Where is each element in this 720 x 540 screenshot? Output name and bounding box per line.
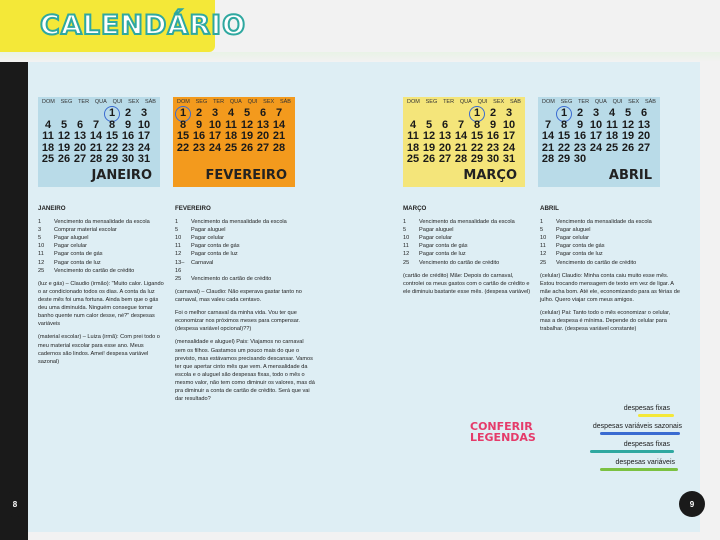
calendar-day: 13	[438, 130, 452, 142]
calendar-day: 2	[576, 107, 584, 119]
legend-logo-line1: CONFERIR	[470, 420, 533, 433]
schedule-text: Pagar celular	[54, 243, 87, 250]
calendar-day: 22	[105, 141, 119, 154]
weekday-label: DOM	[542, 99, 555, 105]
calendar-day: 25	[41, 153, 55, 165]
schedule-day: 5	[175, 227, 179, 234]
calendar-day: 21	[89, 141, 103, 154]
schedule-text: Pagar celular	[419, 235, 452, 242]
schedule-row	[38, 226, 166, 234]
weekday-label: DOM	[177, 99, 190, 105]
calendar-day: 12	[422, 130, 436, 142]
schedule-text: Pagar conta de gás	[419, 243, 468, 250]
calendar-day: 16	[486, 130, 500, 142]
schedule-day: 11	[540, 243, 546, 250]
calendar-day: 23	[192, 141, 206, 154]
schedule-row	[403, 226, 531, 234]
schedule-row	[175, 218, 315, 226]
weekday-label: SÁB	[509, 99, 521, 105]
calendar-day: 3	[140, 107, 148, 119]
note-paragraph: (celular) Pai: Tanto todo o mês economizar o celular, mas a despesa é mínima. Depende do celular para trabalhar. (despesa variável constante)	[540, 310, 671, 333]
calendar-day: 6	[441, 118, 449, 131]
day-grid	[173, 107, 295, 167]
calendar-day: 27	[438, 153, 452, 165]
calendar-day: 28	[541, 153, 555, 165]
calendar-day: 18	[406, 141, 420, 154]
notes-march	[403, 205, 531, 296]
schedule-day: 5	[540, 227, 544, 234]
day-grid	[538, 107, 660, 167]
note-paragraph: (celular) Claudio: Minha conta caiu muito esse mês. Estou trocando mensagem de texto em vez de ligar. A mãe acha bom. Até ele, economizando para as férias de julho. Quero viajar com meus amigos.	[540, 272, 680, 303]
calendar-day: 1	[473, 107, 481, 119]
schedule-row	[38, 242, 166, 250]
calendar-day: 15	[557, 130, 571, 142]
calendar-day: 30	[573, 153, 587, 165]
left-page-edge	[0, 62, 28, 540]
calendar-day: 27	[637, 141, 651, 154]
page-title: CALENDÁRIO	[40, 10, 247, 41]
calendar-day: 25	[224, 141, 238, 154]
schedule-text: Pagar celular	[191, 235, 224, 242]
schedule-day: 1	[38, 218, 42, 225]
day-grid	[38, 107, 160, 167]
calendar-day: 4	[227, 107, 235, 119]
weekday-label: TER	[78, 99, 90, 105]
schedule-text: Vencimento do cartão de crédito	[419, 259, 500, 266]
calendar-day: 21	[541, 141, 555, 154]
calendar-day: 7	[544, 118, 552, 131]
calendar-day: 26	[422, 153, 436, 165]
schedule-text: Pagar conta de luz	[54, 259, 101, 266]
schedule-day: 1	[540, 218, 544, 225]
weekday-label: TER	[443, 99, 455, 105]
weekday-label: DOM	[42, 99, 55, 105]
weekday-label: SÁB	[144, 99, 156, 105]
calendar-day: 11	[407, 130, 419, 142]
header-strip	[0, 52, 720, 62]
page-number-right: 9	[679, 491, 705, 517]
calendar-day: 25	[406, 153, 420, 165]
calendar-day: 12	[57, 130, 71, 142]
calendar-day: 9	[124, 118, 132, 131]
weekday-label: SÁB	[279, 99, 291, 105]
calendar-day: 25	[605, 141, 619, 154]
calendar-day: 7	[92, 118, 100, 131]
calendar-day: 5	[624, 107, 632, 119]
schedule-text: Pagar aluguel	[191, 227, 226, 234]
calendar-day: 19	[240, 130, 254, 142]
calendar-day: 17	[208, 130, 222, 142]
schedule-day: 10	[540, 235, 547, 242]
calendar-day: 5	[243, 107, 251, 119]
calendar-day: 5	[425, 118, 433, 131]
schedule-day: 12	[403, 251, 410, 258]
calendar-day: 16	[192, 130, 206, 142]
calendar-day: 28	[454, 153, 468, 165]
schedule-day: 1	[403, 218, 407, 225]
weekday-label: QUI	[112, 99, 123, 105]
calendar-day: 1	[560, 107, 568, 119]
note-paragraph: (cartão de crédito) Mãe: Depois do carnaval, controlei os meus gastos com o cartão de crédito e ele diminuiu bastante esse mês. (despesa variável)	[403, 272, 531, 295]
calendar-day: 23	[121, 141, 135, 154]
notes-month-title: MARÇO	[403, 205, 427, 212]
calendar-day: 22	[470, 141, 484, 154]
calendar-day: 24	[137, 141, 151, 154]
calendar-day: 27	[73, 153, 87, 165]
schedule-text: Pagar celular	[556, 235, 589, 242]
legend-swatch	[600, 468, 678, 471]
calendar-day: 26	[621, 141, 635, 154]
schedule-day: 13–16	[175, 259, 185, 274]
calendar-day: 7	[275, 107, 283, 119]
schedule-row	[38, 234, 166, 242]
schedule-day: 10	[175, 235, 182, 242]
title-banner	[0, 0, 247, 52]
calendar-day: 23	[486, 141, 500, 154]
schedule-row	[403, 218, 531, 226]
weekday-label: SEX	[128, 99, 140, 105]
calendar-day: 23	[573, 141, 587, 154]
calendar-day: 14	[272, 118, 286, 131]
schedule-day: 5	[403, 227, 407, 234]
schedule-row	[540, 242, 680, 250]
calendar-day: 10	[208, 118, 222, 131]
notes-april	[540, 205, 680, 333]
calendar-day: 14	[454, 130, 468, 142]
weekday-label: SEG	[195, 99, 208, 105]
calendar-march	[403, 97, 525, 187]
calendar-day: 12	[621, 118, 635, 131]
calendar-day: 13	[637, 118, 651, 131]
calendar-january	[38, 97, 160, 187]
calendar-day: 10	[137, 118, 151, 131]
calendar-day: 19	[57, 141, 71, 154]
schedule-row	[38, 267, 166, 275]
schedule-text: Pagar aluguel	[54, 235, 89, 242]
calendar-day: 20	[73, 141, 87, 154]
calendar-month-name: MARÇO	[463, 168, 517, 183]
calendar-day: 21	[454, 141, 468, 154]
calendar-day: 9	[576, 118, 584, 131]
schedule-text: Pagar aluguel	[419, 227, 454, 234]
calendar-day: 17	[502, 130, 516, 142]
calendar-day: 9	[489, 118, 497, 131]
calendar-day: 14	[89, 130, 103, 142]
weekday-label: SEG	[425, 99, 438, 105]
calendar-day: 15	[176, 130, 190, 142]
schedule-day: 5	[38, 235, 42, 242]
calendar-day: 2	[195, 107, 203, 119]
schedule-day: 12	[175, 251, 182, 258]
schedule-text: Vencimento da mensalidade da escola	[54, 218, 150, 225]
calendar-day: 26	[240, 141, 254, 154]
calendar-day: 1	[179, 107, 187, 119]
schedule-day: 12	[38, 259, 45, 266]
calendar-day: 4	[608, 107, 616, 119]
schedule-row	[175, 226, 315, 234]
notes-january	[38, 205, 166, 366]
weekday-label: TER	[578, 99, 590, 105]
calendar-day: 11	[606, 118, 618, 131]
schedule-row	[403, 259, 531, 267]
schedule-text: Vencimento do cartão de crédito	[191, 275, 272, 282]
legend-item: despesas variáveis sazonais	[592, 423, 682, 430]
calendar-day: 19	[621, 130, 635, 142]
weekday-label: SEG	[60, 99, 73, 105]
schedule-text: Vencimento da mensalidade da escola	[556, 218, 652, 225]
weekday-label: SEG	[560, 99, 573, 105]
calendar-day: 30	[486, 153, 500, 165]
calendar-day: 9	[195, 118, 203, 131]
calendar-day: 29	[557, 153, 571, 165]
calendar-day: 1	[108, 107, 116, 119]
calendar-month-name: FEVEREIRO	[205, 168, 287, 183]
schedule-text: Carnaval	[191, 259, 214, 266]
weekday-label: QUA	[94, 99, 107, 105]
calendar-day: 8	[179, 118, 187, 131]
schedule-day: 1	[175, 218, 179, 225]
calendar-day: 8	[108, 118, 116, 131]
calendar-day: 3	[592, 107, 600, 119]
schedule-text: Pagar conta de luz	[191, 251, 238, 258]
calendar-day: 2	[124, 107, 132, 119]
calendar-day: 20	[438, 141, 452, 154]
notes-month-title: ABRIL	[540, 205, 559, 212]
notes-month-title: FEVEREIRO	[175, 205, 211, 212]
schedule-row	[175, 250, 315, 258]
calendar-day: 26	[57, 153, 71, 165]
schedule-day: 11	[175, 243, 181, 250]
calendar-day: 11	[42, 130, 54, 142]
note-paragraph: (mensalidade e aluguel) Pais: Viajamos no carnaval sem os filhos. Gastamos um pouco mais do que o previsto, mas estávamos precisando descansar. Vamos ter que apertar cinto mês que vem. A mensalidade da escola e o aluguel são despesas fixas, todo o mês o mesmo valor, não tem como diminuir os valores, mas dá pra diminuir a conta de cartão de crédito. Será que vai dar resultado?	[175, 339, 315, 403]
calendar-day: 31	[137, 153, 151, 165]
schedule-row	[540, 259, 680, 267]
weekday-label: QUI	[477, 99, 488, 105]
weekday-label: TER	[213, 99, 225, 105]
weekday-label: DOM	[407, 99, 420, 105]
page-number-left: 8	[2, 491, 28, 517]
calendar-day: 16	[573, 130, 587, 142]
schedule-text: Vencimento da mensalidade da escola	[191, 218, 287, 225]
calendar-day: 27	[256, 141, 270, 154]
day-grid	[403, 107, 525, 167]
weekday-label: SÁB	[644, 99, 656, 105]
schedule-text: Pagar conta de gás	[191, 243, 240, 250]
legend-swatch	[600, 432, 680, 435]
calendar-day: 18	[41, 141, 55, 154]
schedule-text: Pagar aluguel	[556, 227, 591, 234]
calendar-day: 5	[60, 118, 68, 131]
schedule-text: Comprar material escolar	[54, 227, 117, 234]
calendar-day: 16	[121, 130, 135, 142]
schedule-text: Pagar conta de gás	[54, 251, 103, 258]
legend-item: despesas fixas	[623, 441, 670, 448]
calendar-day: 8	[473, 118, 481, 131]
calendar-day: 30	[121, 153, 135, 165]
calendar-day: 22	[176, 141, 190, 154]
schedule-row	[38, 259, 166, 267]
calendar-day: 6	[259, 107, 267, 119]
schedule-text: Vencimento do cartão de crédito	[54, 267, 135, 274]
calendar-april	[538, 97, 660, 187]
calendar-day: 28	[89, 153, 103, 165]
calendar-day: 19	[422, 141, 436, 154]
schedule-row	[175, 242, 315, 250]
note-paragraph: Foi o melhor carnaval da minha vida. Vou ter que economizar nos próximos meses para compensar. (despesa variável opcional)??)	[175, 310, 300, 333]
weekday-label: SEX	[263, 99, 275, 105]
schedule-row	[540, 234, 680, 242]
calendar-day: 22	[557, 141, 571, 154]
calendar-day: 20	[637, 130, 651, 142]
schedule-row	[38, 250, 166, 258]
calendar-day: 17	[137, 130, 151, 142]
calendar-day: 15	[470, 130, 484, 142]
calendar-month-name: JANEIRO	[91, 168, 152, 183]
schedule-row	[175, 275, 315, 283]
calendar-day: 11	[225, 118, 237, 131]
calendar-day: 3	[505, 107, 513, 119]
schedule-day: 11	[38, 251, 44, 258]
schedule-text: Pagar conta de gás	[556, 243, 605, 250]
weekday-header	[403, 97, 525, 107]
weekday-label: QUA	[459, 99, 472, 105]
calendar-day: 6	[76, 118, 84, 131]
calendar-day: 15	[105, 130, 119, 142]
schedule-text: Vencimento do cartão de crédito	[556, 259, 637, 266]
calendar-day: 21	[272, 130, 286, 142]
schedule-text: Pagar conta de luz	[556, 251, 603, 258]
schedule-row	[38, 218, 166, 226]
weekday-label: SEX	[493, 99, 505, 105]
weekday-label: QUA	[229, 99, 242, 105]
schedule-row	[540, 250, 680, 258]
schedule-row	[540, 226, 680, 234]
legend-swatch	[590, 450, 674, 453]
calendar-day: 3	[211, 107, 219, 119]
calendar-day: 28	[272, 141, 286, 154]
schedule-day: 10	[38, 243, 45, 250]
schedule-day: 3	[38, 227, 42, 234]
schedule-row	[175, 234, 315, 242]
schedule-day: 25	[175, 275, 182, 282]
calendar-day: 31	[502, 153, 516, 165]
calendar-day: 24	[502, 141, 516, 154]
weekday-header	[38, 97, 160, 107]
calendar-day: 8	[560, 118, 568, 131]
calendar-day: 4	[409, 118, 417, 131]
calendar-day: 18	[224, 130, 238, 142]
weekday-header	[538, 97, 660, 107]
legend-swatch	[638, 414, 674, 417]
schedule-row	[403, 234, 531, 242]
calendar-february	[173, 97, 295, 187]
calendar-day: 13	[256, 118, 270, 131]
weekday-label: SEX	[628, 99, 640, 105]
notes-february	[175, 205, 315, 403]
schedule-day: 10	[403, 235, 410, 242]
calendar-day: 10	[589, 118, 603, 131]
calendar-day: 6	[640, 107, 648, 119]
note-paragraph: (luz e gás) – Claudio (irmão): "Muito calor. Ligando o ar condicionado todos os dias. A conta da luz deste mês foi uma fortuna. Ainda bem que o gás deu uma diminuída. Ninguém consegue tomar banho quente num calor desse, né?" despesas variáveis	[38, 280, 164, 328]
schedule-day: 12	[540, 251, 547, 258]
calendar-day: 29	[105, 153, 119, 165]
legend-item: despesas variáveis	[615, 459, 675, 466]
legend-logo-line2: LEGENDAS	[470, 431, 536, 444]
calendar-day: 18	[605, 130, 619, 142]
calendar-day: 14	[541, 130, 555, 142]
calendar-day: 10	[502, 118, 516, 131]
calendar-day: 24	[589, 141, 603, 154]
schedule-day: 25	[38, 267, 45, 274]
schedule-day: 25	[540, 259, 547, 266]
weekday-label: QUI	[612, 99, 623, 105]
calendar-day: 4	[44, 118, 52, 131]
note-paragraph: (material escolar) – Luiza (irmã): Com prei todo o meu material escolar para esse ano. Meus cadernos são lindos. Amei! despesa variável sazonal)	[38, 334, 160, 365]
weekday-header	[173, 97, 295, 107]
schedule-text: Pagar conta de luz	[419, 251, 466, 258]
notes-month-title: JANEIRO	[38, 205, 66, 212]
calendar-day: 29	[470, 153, 484, 165]
calendar-day: 7	[457, 118, 465, 131]
calendar-day: 13	[73, 130, 87, 142]
weekday-label: QUI	[247, 99, 258, 105]
calendar-day: 12	[240, 118, 254, 131]
calendar-day: 17	[589, 130, 603, 142]
schedule-row	[175, 259, 315, 275]
schedule-day: 25	[403, 259, 410, 266]
note-paragraph: (carnaval) – Claudio: Não esperava gastar tanto no carnaval, mas valeu cada centavo.	[175, 288, 302, 303]
schedule-row	[540, 218, 680, 226]
schedule-day: 11	[403, 243, 409, 250]
schedule-row	[403, 242, 531, 250]
schedule-row	[403, 250, 531, 258]
calendar-month-name: ABRIL	[608, 168, 652, 183]
schedule-text: Vencimento da mensalidade da escola	[419, 218, 515, 225]
calendar-day: 2	[489, 107, 497, 119]
weekday-label: QUA	[594, 99, 607, 105]
calendar-day: 24	[208, 141, 222, 154]
calendar-day: 20	[256, 130, 270, 142]
legend-item: despesas fixas	[623, 405, 670, 412]
legend-logo	[470, 421, 536, 443]
